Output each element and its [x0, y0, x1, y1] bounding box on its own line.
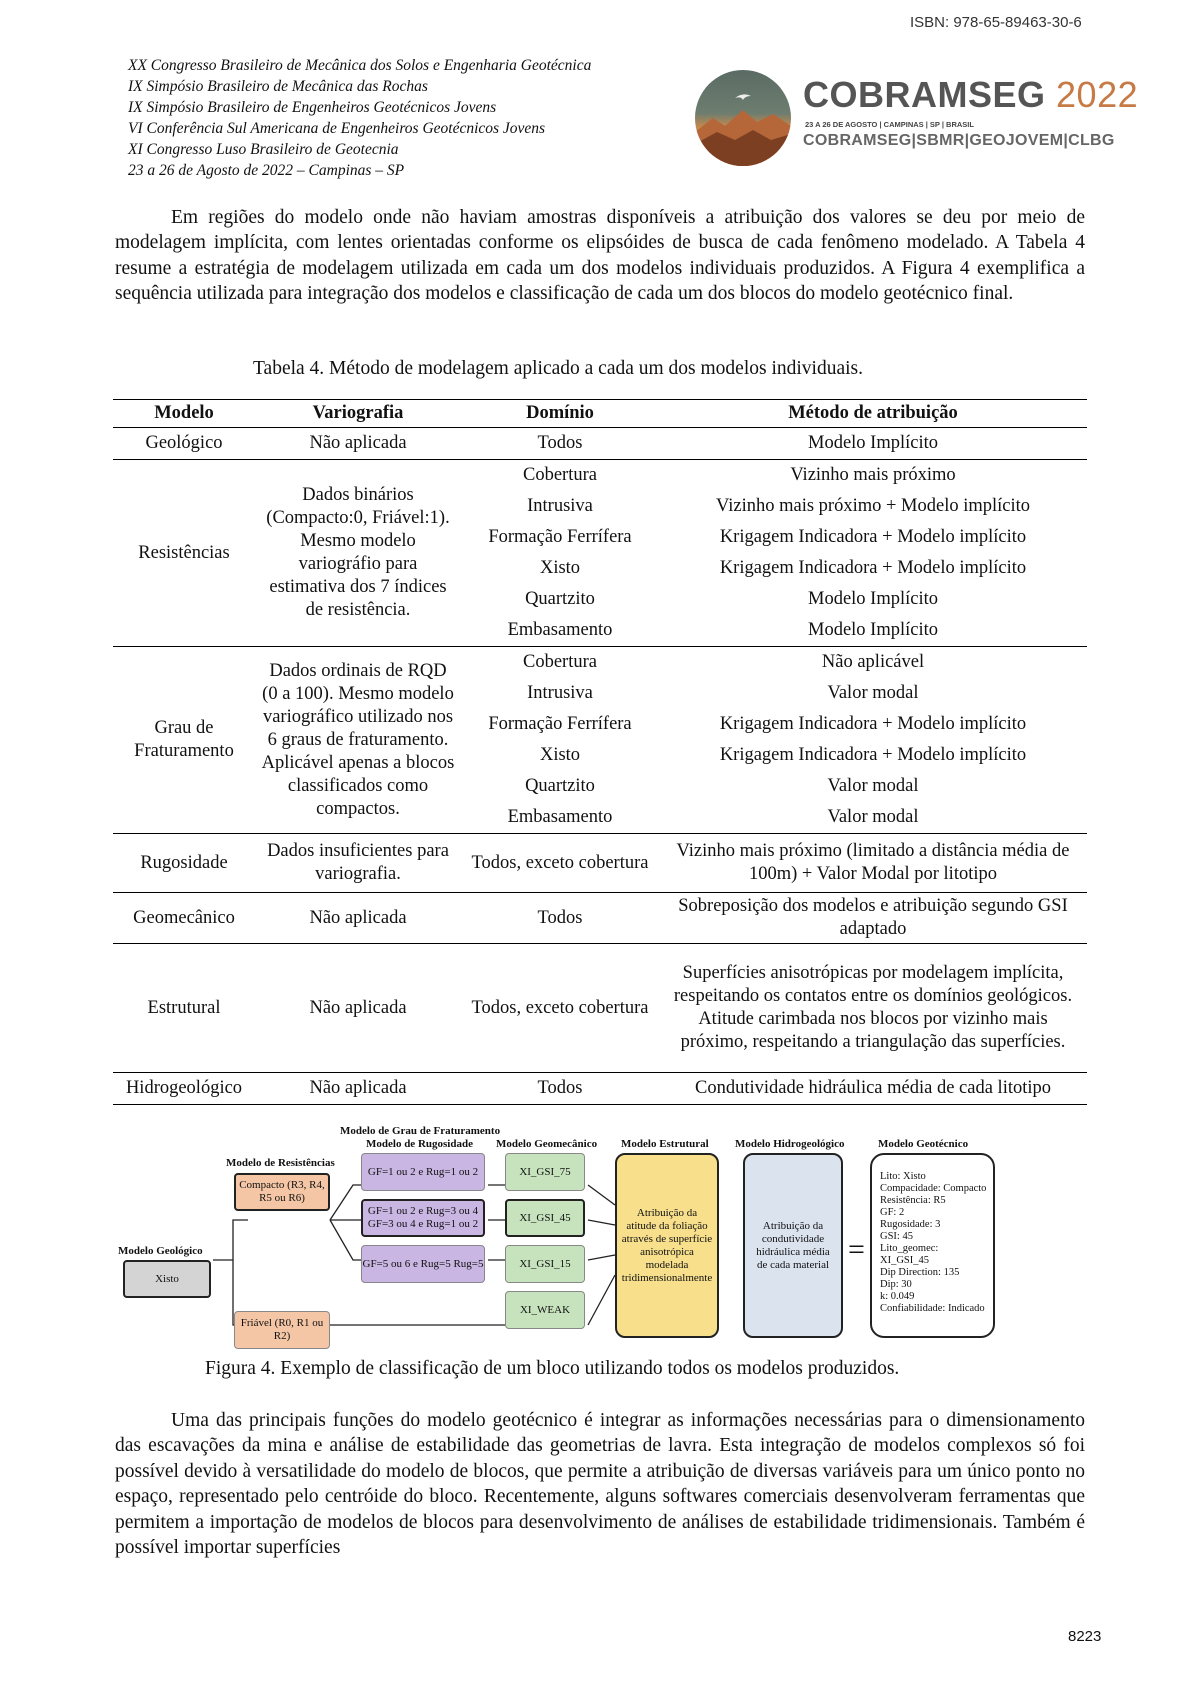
logo-year: 2022 [1056, 74, 1139, 115]
cell-metodo: Vizinho mais próximo (limitado a distância média de 100m) + Valor Modal por litotipo [659, 834, 1087, 893]
table-header-row [113, 400, 1087, 428]
figure-caption: Figura 4. Exemplo de classificação de um bloco utilizando todos os modelos produzidos. [205, 1358, 900, 1379]
cell-dominio: Embasamento [507, 620, 613, 640]
cell-variografia: Dados binários (Compacto:0, Friável:1). Mesmo modelo variográfio para estimativa dos 7 índices de resistência. [255, 460, 461, 647]
isbn: ISBN: 978-65-89463-30-6 [910, 14, 1082, 31]
cell-dominio: Quartzito [525, 776, 595, 796]
cell-metodo: Superfícies anisotrópicas por modelagem implícita, respeitando os contatos entre os domínios geológicos. Atitude carimbada nos blocos por vizinho mais próximo, respeitando a triangulação das superfícies. [659, 944, 1087, 1073]
box-xisto: Xisto [123, 1260, 211, 1298]
table-row [113, 944, 1087, 1073]
title-modelo-geomecanico: Modelo Geomecânico [496, 1138, 598, 1150]
cell-dominio: Embasamento [507, 807, 613, 827]
cell-metodo: Vizinho mais próximo + Modelo implícito [715, 496, 1031, 516]
cell-modelo: Rugosidade [113, 834, 255, 893]
box-compacto: Compacto (R3, R4, R5 ou R6) [234, 1173, 330, 1211]
figure-4 [118, 1125, 1088, 1360]
cell-metodo: Sobreposição dos modelos e atribuição segundo GSI adaptado [659, 893, 1087, 944]
title-modelo-estrutural: Modelo Estrutural [621, 1138, 709, 1150]
cell-modelo: Hidrogeológico [113, 1073, 255, 1105]
geotecnico-line: Rugosidade: 3 [880, 1219, 941, 1230]
header-metodo: Método de atribuição [659, 400, 1087, 428]
cell-modelo: Grau de Fraturamento [113, 647, 255, 834]
geotecnico-line: Confiabilidade: Indicado [880, 1303, 985, 1314]
cell-dominio: Xisto [539, 558, 581, 578]
cell-modelo: Resistências [113, 460, 255, 647]
box-weak: XI_WEAK [505, 1291, 585, 1329]
cell-dominio: Todos [461, 893, 659, 944]
geotecnico-line: Resistência: R5 [880, 1195, 946, 1206]
cell-metodo: Condutividade hidráulica média de cada litotipo [659, 1073, 1087, 1105]
header-dominio: Domínio [461, 400, 659, 428]
cell-metodo: Valor modal [827, 807, 919, 827]
conference-header [128, 55, 591, 181]
cell-metodo: Não aplicável [659, 647, 1087, 679]
cell-metodo: Valor modal [827, 683, 919, 703]
title-modelo-hidrogeologico: Modelo Hidrogeológico [735, 1138, 845, 1150]
cell-modelo: Estrutural [113, 944, 255, 1073]
table-row [113, 647, 1087, 679]
equals-sign: = [848, 1233, 865, 1266]
header-variografia: Variografia [255, 400, 461, 428]
header-modelo: Modelo [113, 400, 255, 428]
table-row [113, 893, 1087, 944]
box-hidrogeologico: Atribuição da condutividade hidráulica média de cada material [743, 1153, 843, 1338]
cell-variografia: Dados insuficientes para variografia. [255, 834, 461, 893]
logo-name: COBRAMSEG [803, 74, 1046, 115]
conference-line: VI Conferência Sul Americana de Engenheiros Geotécnicos Jovens [128, 120, 546, 137]
logo-subtitle: COBRAMSEG|SBMR|GEOJOVEM|CLBG [803, 132, 1115, 149]
cell-metodo: Krigagem Indicadora + Modelo implícito [719, 527, 1027, 547]
box-gsi-45: XI_GSI_45 [505, 1199, 585, 1237]
box-gf-3: GF=5 ou 6 e Rug=5 Rug=5 [361, 1245, 485, 1283]
box-gsi-15: XI_GSI_15 [505, 1245, 585, 1283]
cell-variografia: Dados ordinais de RQD (0 a 100). Mesmo modelo variográfico utilizado nos 6 graus de fraturamento. Aplicável apenas a blocos classificados como compactos. [255, 647, 461, 834]
cell-variografia: Não aplicada [309, 433, 407, 453]
title-modelo-rugosidade: Modelo de Rugosidade [366, 1138, 473, 1150]
conference-line: IX Simpósio Brasileiro de Mecânica das Rochas [128, 78, 428, 95]
cell-variografia: Não aplicada [255, 1073, 461, 1105]
conference-line: XX Congresso Brasileiro de Mecânica dos Solos e Engenharia Geotécnica [128, 57, 592, 74]
table-row [113, 1073, 1087, 1105]
cell-metodo: Vizinho mais próximo [659, 460, 1087, 492]
title-modelo-resistencias: Modelo de Resistências [226, 1157, 335, 1169]
cell-dominio: Todos, exceto cobertura [461, 944, 659, 1073]
cell-variografia: Não aplicada [255, 944, 461, 1073]
box-geotecnico [870, 1153, 995, 1338]
conference-line: XI Congresso Luso Brasileiro de Geotecnia [128, 141, 399, 158]
cell-metodo: Valor modal [827, 776, 919, 796]
box-estrutural: Atribuição da atitude da foliação através de superfície anisotrópica modelada tridimensionalmente [615, 1153, 719, 1338]
title-modelo-fraturamento: Modelo de Grau de Fraturamento [340, 1125, 501, 1137]
box-friavel: Friável (R0, R1 ou R2) [234, 1311, 330, 1349]
cell-dominio: Xisto [539, 745, 581, 765]
cell-variografia: Não aplicada [255, 893, 461, 944]
cell-dominio: Intrusiva [527, 496, 593, 516]
logo-badge-icon [695, 70, 791, 166]
table-row [113, 460, 1087, 492]
geotecnico-line: Compacidade: Compacto [880, 1183, 987, 1194]
geotecnico-line: Dip Direction: 135 [880, 1267, 960, 1278]
cell-metodo: Krigagem Indicadora + Modelo implícito [719, 558, 1027, 578]
cell-dominio: Quartzito [525, 589, 595, 609]
paragraph-1: Em regiões do modelo onde não haviam amostras disponíveis a atribuição dos valores se deu por meio de modelagem implícita, com lentes orientadas conforme os elipsóides de busca de cada fenômeno modelado. A Tabela 4 resume a estratégia de modelagem utilizada em cada um dos modelos individuais produzidos. A Figura 4 exemplifica a sequência utilizada para integração dos modelos e classificação de cada um dos blocos do modelo geotécnico final. [115, 207, 1085, 305]
geotecnico-line: Lito: Xisto [880, 1171, 926, 1182]
box-gf-1: GF=1 ou 2 e Rug=1 ou 2 [361, 1153, 485, 1191]
table-4 [113, 399, 1087, 1105]
cell-metodo: Modelo Implícito [808, 620, 938, 640]
logo-title [803, 74, 1138, 116]
box-gf-2: GF=1 ou 2 e Rug=3 ou 4 GF=3 ou 4 e Rug=1 ou 2 [361, 1199, 485, 1237]
cell-dominio: Formação Ferrífera [488, 527, 632, 547]
cell-metodo: Modelo Implícito [808, 589, 938, 609]
cell-modelo: Geomecânico [113, 893, 255, 944]
cell-dominio: Todos, exceto cobertura [461, 834, 659, 893]
page-number: 8223 [1068, 1628, 1102, 1645]
title-modelo-geotecnico: Modelo Geotécnico [878, 1138, 969, 1150]
box-gsi-75: XI_GSI_75 [505, 1153, 585, 1191]
geotecnico-line: Lito_geomec: XI_GSI_45 [880, 1243, 939, 1266]
cell-dominio: Cobertura [461, 460, 659, 492]
cell-metodo: Modelo Implícito [808, 433, 938, 453]
geotecnico-line: GF: 2 [880, 1207, 905, 1218]
cell-dominio: Todos [537, 433, 583, 453]
paragraph-2: Uma das principais funções do modelo geotécnico é integrar as informações necessárias para o dimensionamento das escavações da mina e análise de estabilidade das geometrias de lavra. Esta integração de modelos complexos só foi possível devido à versatilidade do modelo de blocos, que permite a atribuição de diversas variáveis para um único ponto no espaço, representado pelo centróide do bloco. Recentemente, alguns softwares comerciais desenvolveram ferramentas que permitem a importação de modelos de blocos para desenvolvimento de análises de estabilidade tridimensionais. Também é possível importar superfícies [115, 1410, 1085, 1559]
conference-line: 23 a 26 de Agosto de 2022 – Campinas – SP [128, 162, 405, 179]
cell-dominio: Cobertura [461, 647, 659, 679]
cell-dominio: Formação Ferrífera [488, 714, 632, 734]
geotecnico-line: Dip: 30 [880, 1279, 912, 1290]
geotecnico-line: k: 0.049 [880, 1291, 915, 1302]
cell-metodo: Krigagem Indicadora + Modelo implícito [719, 714, 1027, 734]
title-modelo-geologico: Modelo Geológico [118, 1245, 203, 1257]
geotecnico-line: GSI: 45 [880, 1231, 913, 1242]
cobramseg-logo [695, 70, 1139, 180]
cell-dominio: Todos [461, 1073, 659, 1105]
logo-date: 23 A 26 DE AGOSTO | CAMPINAS | SP | BRASIL [805, 120, 974, 129]
table-caption: Tabela 4. Método de modelagem aplicado a cada um dos modelos individuais. [253, 358, 864, 379]
table-row [113, 834, 1087, 893]
cell-dominio: Intrusiva [527, 683, 593, 703]
cell-metodo: Krigagem Indicadora + Modelo implícito [719, 745, 1027, 765]
cell-modelo: Geológico [145, 433, 223, 453]
table-row [113, 428, 1087, 460]
conference-line: IX Simpósio Brasileiro de Engenheiros Geotécnicos Jovens [128, 99, 497, 116]
